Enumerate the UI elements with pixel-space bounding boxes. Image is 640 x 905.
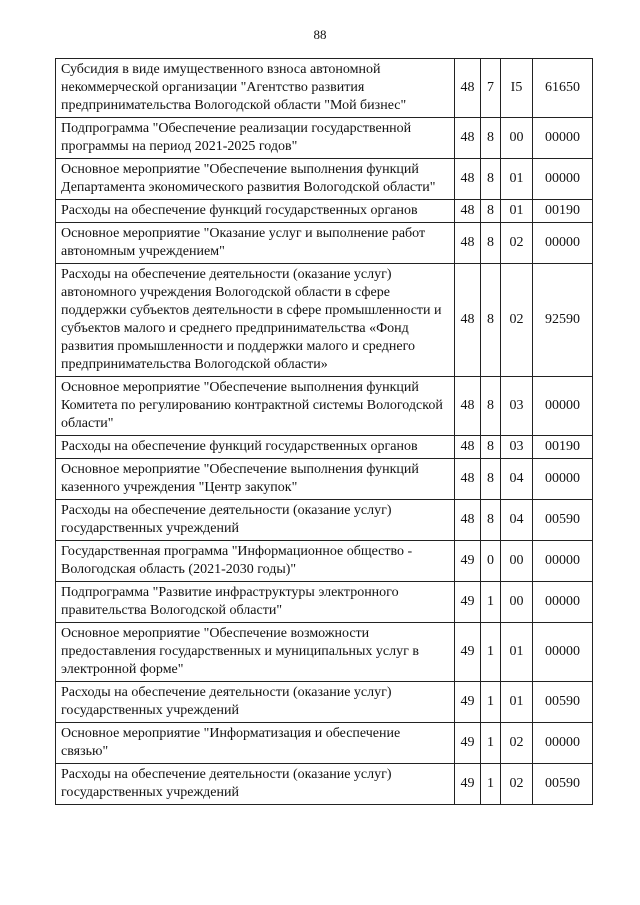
expense-code-cell: 00000: [533, 623, 593, 682]
row-name-cell: Основное мероприятие "Обеспечение выполнения функций Комитета по регулированию контрактной системы Вологодской области": [56, 377, 455, 436]
row-name-cell: Подпрограмма "Развитие инфраструктуры электронного правительства Вологодской области": [56, 582, 455, 623]
subprogram-code-cell: 1: [481, 723, 501, 764]
program-code-cell: 48: [455, 264, 481, 377]
subprogram-code-cell: 1: [481, 582, 501, 623]
program-code-cell: 48: [455, 159, 481, 200]
expense-code-cell: 00000: [533, 377, 593, 436]
activity-code-cell: 01: [501, 623, 533, 682]
budget-classification-table: [55, 58, 593, 805]
subprogram-code-cell: 8: [481, 264, 501, 377]
subprogram-code-cell: 1: [481, 623, 501, 682]
expense-code-cell: 00000: [533, 118, 593, 159]
table-row: [56, 200, 593, 223]
subprogram-code-cell: 8: [481, 377, 501, 436]
expense-code-cell: 00000: [533, 541, 593, 582]
table-row: [56, 118, 593, 159]
subprogram-code-cell: 8: [481, 436, 501, 459]
subprogram-code-cell: 8: [481, 159, 501, 200]
activity-code-cell: 04: [501, 459, 533, 500]
program-code-cell: 49: [455, 682, 481, 723]
expense-code-cell: 00000: [533, 723, 593, 764]
expense-code-cell: 00190: [533, 200, 593, 223]
table-row: [56, 436, 593, 459]
table-row: [56, 264, 593, 377]
subprogram-code-cell: 8: [481, 223, 501, 264]
table-row: [56, 59, 593, 118]
program-code-cell: 48: [455, 200, 481, 223]
activity-code-cell: 02: [501, 723, 533, 764]
subprogram-code-cell: 0: [481, 541, 501, 582]
activity-code-cell: 04: [501, 500, 533, 541]
activity-code-cell: 02: [501, 264, 533, 377]
expense-code-cell: 92590: [533, 264, 593, 377]
row-name-cell: Государственная программа "Информационное общество - Вологодская область (2021-2030 годы)": [56, 541, 455, 582]
row-name-cell: Основное мероприятие "Оказание услуг и выполнение работ автономным учреждением": [56, 223, 455, 264]
expense-code-cell: 61650: [533, 59, 593, 118]
subprogram-code-cell: 1: [481, 682, 501, 723]
activity-code-cell: 02: [501, 764, 533, 805]
row-name-cell: Основное мероприятие "Обеспечение выполнения функций Департамента экономического развития Вологодской области": [56, 159, 455, 200]
expense-code-cell: 00190: [533, 436, 593, 459]
activity-code-cell: 01: [501, 682, 533, 723]
expense-code-cell: 00590: [533, 764, 593, 805]
program-code-cell: 48: [455, 59, 481, 118]
program-code-cell: 48: [455, 377, 481, 436]
expense-code-cell: 00000: [533, 159, 593, 200]
program-code-cell: 48: [455, 118, 481, 159]
row-name-cell: Расходы на обеспечение деятельности (оказание услуг) государственных учреждений: [56, 682, 455, 723]
activity-code-cell: 01: [501, 200, 533, 223]
subprogram-code-cell: 7: [481, 59, 501, 118]
table-row: [56, 764, 593, 805]
activity-code-cell: 03: [501, 436, 533, 459]
activity-code-cell: 00: [501, 118, 533, 159]
activity-code-cell: 01: [501, 159, 533, 200]
activity-code-cell: 03: [501, 377, 533, 436]
row-name-cell: Расходы на обеспечение деятельности (оказание услуг) государственных учреждений: [56, 500, 455, 541]
row-name-cell: Расходы на обеспечение деятельности (оказание услуг) автономного учреждения Вологодской области в сфере поддержки субъектов деятельности в сфере промышленности и субъектов малого и среднего предпринимательства «Фонд развития промышленности и поддержки малого и среднего предпринимательства Вологодской области»: [56, 264, 455, 377]
row-name-cell: Основное мероприятие "Обеспечение возможности предоставления государственных и муниципальных услуг в электронной форме": [56, 623, 455, 682]
program-code-cell: 48: [455, 459, 481, 500]
subprogram-code-cell: 8: [481, 118, 501, 159]
row-name-cell: Расходы на обеспечение функций государственных органов: [56, 436, 455, 459]
table-body: [56, 59, 593, 805]
expense-code-cell: 00000: [533, 582, 593, 623]
table-row: [56, 459, 593, 500]
subprogram-code-cell: 8: [481, 500, 501, 541]
program-code-cell: 48: [455, 436, 481, 459]
page-number: 88: [313, 27, 327, 42]
table-row: [56, 682, 593, 723]
activity-code-cell: 02: [501, 223, 533, 264]
subprogram-code-cell: 8: [481, 459, 501, 500]
table-row: [56, 223, 593, 264]
table-row: [56, 623, 593, 682]
program-code-cell: 48: [455, 500, 481, 541]
program-code-cell: 49: [455, 582, 481, 623]
row-name-cell: Основное мероприятие "Информатизация и обеспечение связью": [56, 723, 455, 764]
table-row: [56, 500, 593, 541]
expense-code-cell: 00000: [533, 223, 593, 264]
activity-code-cell: 00: [501, 582, 533, 623]
activity-code-cell: I5: [501, 59, 533, 118]
program-code-cell: 49: [455, 623, 481, 682]
expense-code-cell: 00590: [533, 682, 593, 723]
row-name-cell: Подпрограмма "Обеспечение реализации государственной программы на период 2021-2025 годов": [56, 118, 455, 159]
program-code-cell: 48: [455, 223, 481, 264]
expense-code-cell: 00000: [533, 459, 593, 500]
table-row: [56, 723, 593, 764]
activity-code-cell: 00: [501, 541, 533, 582]
table-row: [56, 377, 593, 436]
row-name-cell: Основное мероприятие "Обеспечение выполнения функций казенного учреждения "Центр закупок": [56, 459, 455, 500]
row-name-cell: Расходы на обеспечение деятельности (оказание услуг) государственных учреждений: [56, 764, 455, 805]
program-code-cell: 49: [455, 723, 481, 764]
subprogram-code-cell: 1: [481, 764, 501, 805]
program-code-cell: 49: [455, 764, 481, 805]
expense-code-cell: 00590: [533, 500, 593, 541]
row-name-cell: Расходы на обеспечение функций государственных органов: [56, 200, 455, 223]
row-name-cell: Субсидия в виде имущественного взноса автономной некоммерческой организации "Агентство развития предпринимательства Вологодской области "Мой бизнес": [56, 59, 455, 118]
table-row: [56, 159, 593, 200]
table-row: [56, 541, 593, 582]
program-code-cell: 49: [455, 541, 481, 582]
subprogram-code-cell: 8: [481, 200, 501, 223]
table-row: [56, 582, 593, 623]
